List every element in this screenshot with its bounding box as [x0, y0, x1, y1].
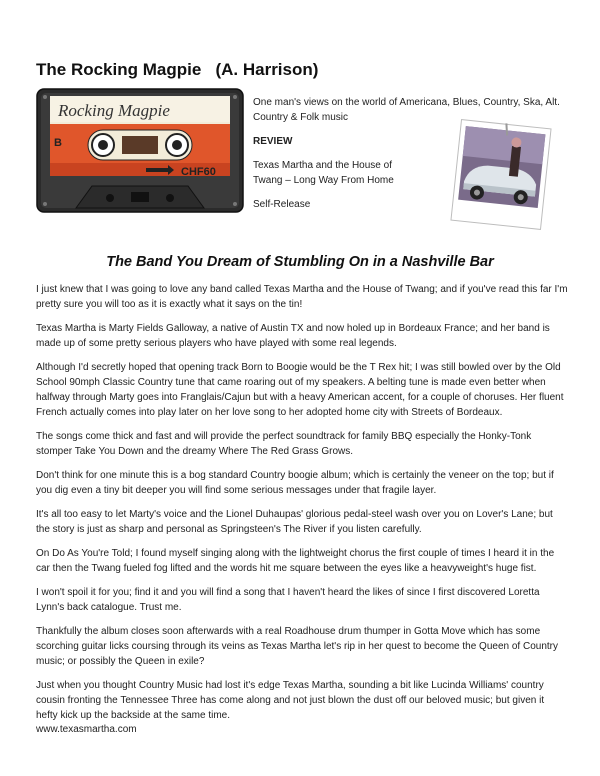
review-label: REVIEW: [253, 136, 293, 147]
cassette-label: Rocking Magpie: [58, 101, 170, 120]
album-cover-photo: [450, 118, 552, 230]
cassette-side: B: [54, 137, 62, 149]
cassette-tape-image: [36, 88, 244, 213]
review-paragraph: I won't spoil it for you; find it and you will find a song that I haven't heard the likes of since I first discovered Loretta Lynn's back catalogue. Trust me.: [36, 587, 540, 613]
album-title: Texas Martha and the House of Twang – Long Way From Home: [253, 160, 394, 186]
release-label: Self-Release: [253, 199, 311, 210]
review-paragraph: The songs come thick and fast and will provide the perfect soundtrack for family BBQ especially the Honky-Tonk stomper Take You Down and the dreamy Where The Red Grass Grows.: [36, 431, 532, 457]
site-tagline: One man's views on the world of Americana, Blues, Country, Ska, Alt. Country & Folk music: [253, 97, 560, 123]
page-title: The Rocking Magpie (A. Harrison): [36, 60, 319, 79]
review-headline: The Band You Dream of Stumbling On in a Nashville Bar: [106, 254, 494, 270]
review-paragraph: On Do As You're Told; I found myself singing along with the lightweight chorus the first couple of times I heard it in the car then the Twang fueled fog lifted and the words hit me square between the eyes like a heavyweight's huge fist.: [36, 548, 555, 574]
review-paragraph: It's all too easy to let Marty's voice and the Lionel Duhaupas' glorious pedal-steel wash over you on Lover's Lane; but the story is just as sharp and personal as Springsteen's The River if you listen carefully.: [36, 509, 553, 535]
review-paragraph: Texas Martha is Marty Fields Galloway, a native of Austin TX and now holed up in Bordeaux France; and her band is made up of some pretty serious players who have played with some real legends.: [36, 323, 550, 349]
review-paragraph: Don't think for one minute this is a bog standard Country boogie album; which is certainly the veneer on the top; but if you dig even a tiny bit deeper you will find some serious messages under that fragile layer.: [36, 470, 554, 496]
cassette-brand: CHF60: [181, 166, 216, 178]
review-body: [36, 282, 568, 732]
review-paragraph: Although I'd secretly hoped that opening track Born to Boogie would be the T Rex hit; I was still bowled over by the Old School 90mph Classic Country tune that came roaring out of my speakers. A belting tune is made even better when halfway through Marty goes into Franglais/Cajun but with a heavy American accent, for a couple of choruses. Her fluent French actually comes into play later on her love song to her adopted home city with Streets of Bordeaux.: [36, 362, 564, 418]
review-paragraph: Just when you thought Country Music had lost it's edge Texas Martha, sounding a bit like Lucinda Williams' country cousin fronting the Tennessee Three has come along and not just blown the dust off our beloved music; but given it hefty kick up the backside at the same time.: [36, 680, 545, 721]
footer-url[interactable]: www.texasmartha.com: [36, 724, 137, 735]
review-paragraph: I just knew that I was going to love any band called Texas Martha and the House of Twang; and if you've read this far I'm pretty sure you will too as it is exactly what it says on the tin!: [36, 284, 568, 310]
review-paragraph: Thankfully the album closes soon afterwards with a real Roadhouse drum thumper in Gotta Move which has some scorching guitar licks coursing through its veins as Texas Martha let's rip in her quest to become the Queen of Country music; or possibly the Queen in exile?: [36, 626, 558, 667]
